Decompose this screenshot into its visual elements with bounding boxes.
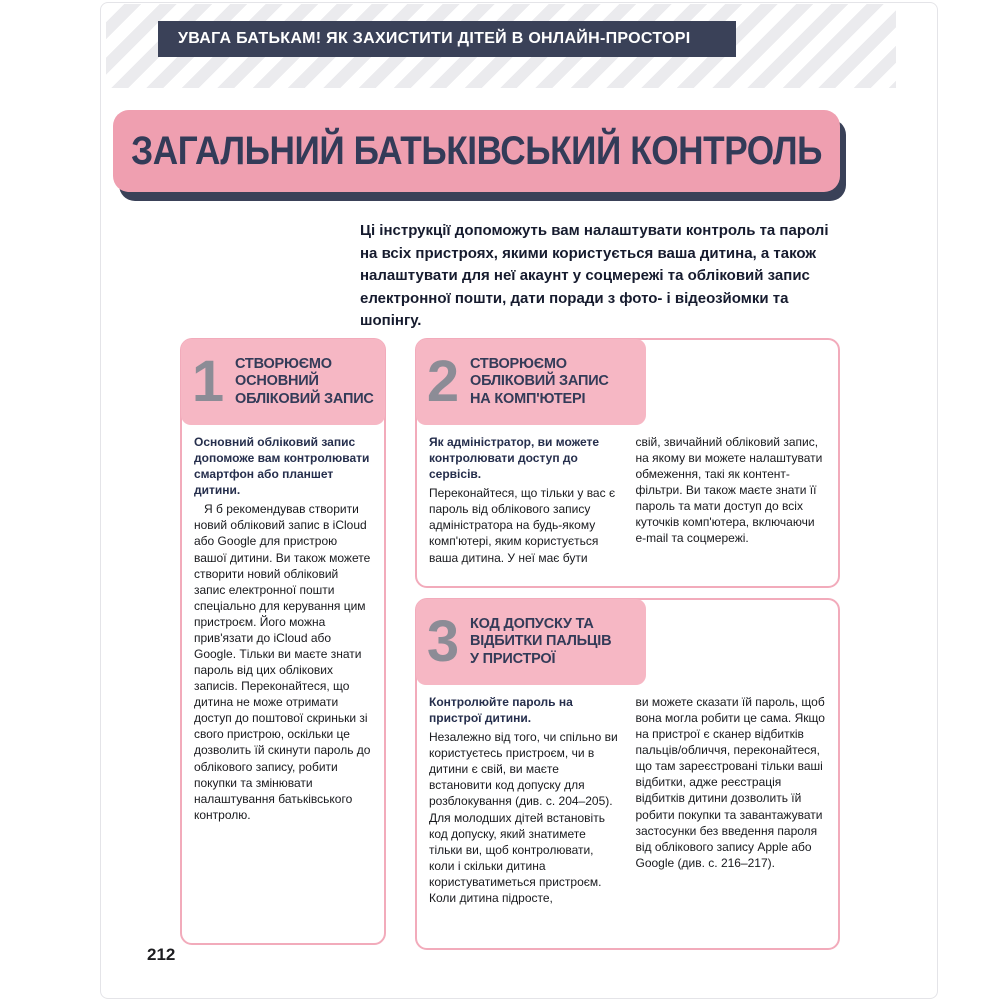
section-3-heading-line2: ВІДБИТКИ ПАЛЬЦІВ xyxy=(470,633,612,650)
section-3-number: 3 xyxy=(426,609,460,675)
section-2-text-right: свій, звичайний обліковий запис, на якому ви можете налаштувати обмеження, такі як контент-фільтри. Ви також маєте знати її пароль та мати доступ до всіх куточків комп'ютера, включаючи e-mail та соцмережі. xyxy=(635,435,823,546)
section-2-column-right xyxy=(636,434,827,566)
section-1-text: Я б рекомендував створити новий обліковий запис в iCloud або Google для пристрою вашої дитини. Ви також можете створити новий обліковий запис електронної пошти спеціально для керування цим пристроєм. Його можна прив'язати до iCloud або Google. Тільки ви маєте знати пароль від цих облікових записів. Переконайтеся, що дитина не може отримати доступ до поштової скриньки зі свого пристрою, оскільки це дозволить їй скинути пароль до облікового запису, робити покупки та змінювати налаштування батьківського контролю. xyxy=(194,502,371,822)
section-1-heading-line2: ОСНОВНИЙ xyxy=(235,373,319,390)
section-3-lead: Контролюйте пароль на пристрої дитини. xyxy=(429,695,573,726)
intro-paragraph: Ці інструкції допоможуть вам налаштувати контроль та паролі на всіх пристроях, якими користується ваша дитина, а також налаштувати для неї акаунт у соцмережі та обліковий запис електронної пошти, дати поради з фото- і відеозйомки та шопінгу. xyxy=(360,222,829,329)
section-2-text-left: Переконайтеся, що тільки у вас є пароль від облікового запису адміністратора на будь-якому комп'ютері, яким користується ваша дитина. У неї має бути xyxy=(429,486,616,565)
section-1-heading xyxy=(235,356,374,407)
section-3-body xyxy=(417,684,838,918)
section-1-heading-line3: ОБЛІКОВИЙ ЗАПИС xyxy=(235,390,374,407)
page-title-banner xyxy=(113,110,840,192)
section-1-heading-line1: СТВОРЮЄМО xyxy=(235,356,332,373)
section-1-header xyxy=(181,339,385,425)
section-2-number: 2 xyxy=(426,349,460,415)
section-2-header xyxy=(416,339,646,425)
section-1-body xyxy=(182,424,384,835)
section-2-column-left xyxy=(429,434,620,566)
section-3-heading xyxy=(470,616,611,667)
section-3-text-left: Незалежно від того, чи спільно ви користуєтесь пристроєм, чи в дитини є свій, ви маєте встановити код допуску для розблокування (див. с. 204–205). Для молодших дітей встановіть код допуску, який знатимете тільки ви, щоб контролювати, коли і скільки дитина користуватиметься пристроєм. Коли дитина підросте, xyxy=(429,730,618,905)
chapter-header-text: УВАГА БАТЬКАМ! ЯК ЗАХИСТИТИ ДІТЕЙ В ОНЛАЙН-ПРОСТОРІ xyxy=(178,30,691,47)
section-1-number: 1 xyxy=(191,349,225,415)
page-number: 212 xyxy=(147,945,176,964)
section-card-1 xyxy=(180,338,386,945)
section-2-heading-line2: ОБЛІКОВИЙ ЗАПИС xyxy=(470,373,609,390)
section-2-heading-line1: СТВОРЮЄМО xyxy=(470,356,567,373)
section-3-header xyxy=(416,599,646,685)
section-2-body xyxy=(417,424,838,578)
section-3-heading-line1: КОД ДОПУСКУ ТА xyxy=(470,616,594,633)
section-card-3 xyxy=(415,598,840,950)
section-2-heading xyxy=(470,356,609,407)
section-1-lead: Основний обліковий запис допоможе вам контролювати смартфон або планшет дитини. xyxy=(194,435,370,498)
section-3-text-right: ви можете сказати їй пароль, щоб вона могла робити це сама. Якщо на пристрої є сканер відбитків пальців/обличчя, переконайтеся, що там зареєстровані тільки ваші відбитки, адже реєстрація відбитків дитини дозволить їй робити покупки та завантажувати застосунки без введення пароля від облікового запису Apple або Google (див. с. 216–217). xyxy=(635,695,825,870)
page-title: ЗАГАЛЬНИЙ БАТЬКІВСЬКИЙ КОНТРОЛЬ xyxy=(131,128,822,173)
section-card-2 xyxy=(415,338,840,588)
section-2-heading-line3: НА КОМП'ЮТЕРІ xyxy=(470,390,586,407)
section-2-lead: Як адміністратор, ви можете контролювати доступ до сервісів. xyxy=(429,435,600,482)
chapter-header-bar xyxy=(158,21,736,57)
section-3-column-left xyxy=(429,694,620,906)
section-3-heading-line3: У ПРИСТРОЇ xyxy=(470,650,556,667)
section-3-column-right xyxy=(636,694,827,906)
